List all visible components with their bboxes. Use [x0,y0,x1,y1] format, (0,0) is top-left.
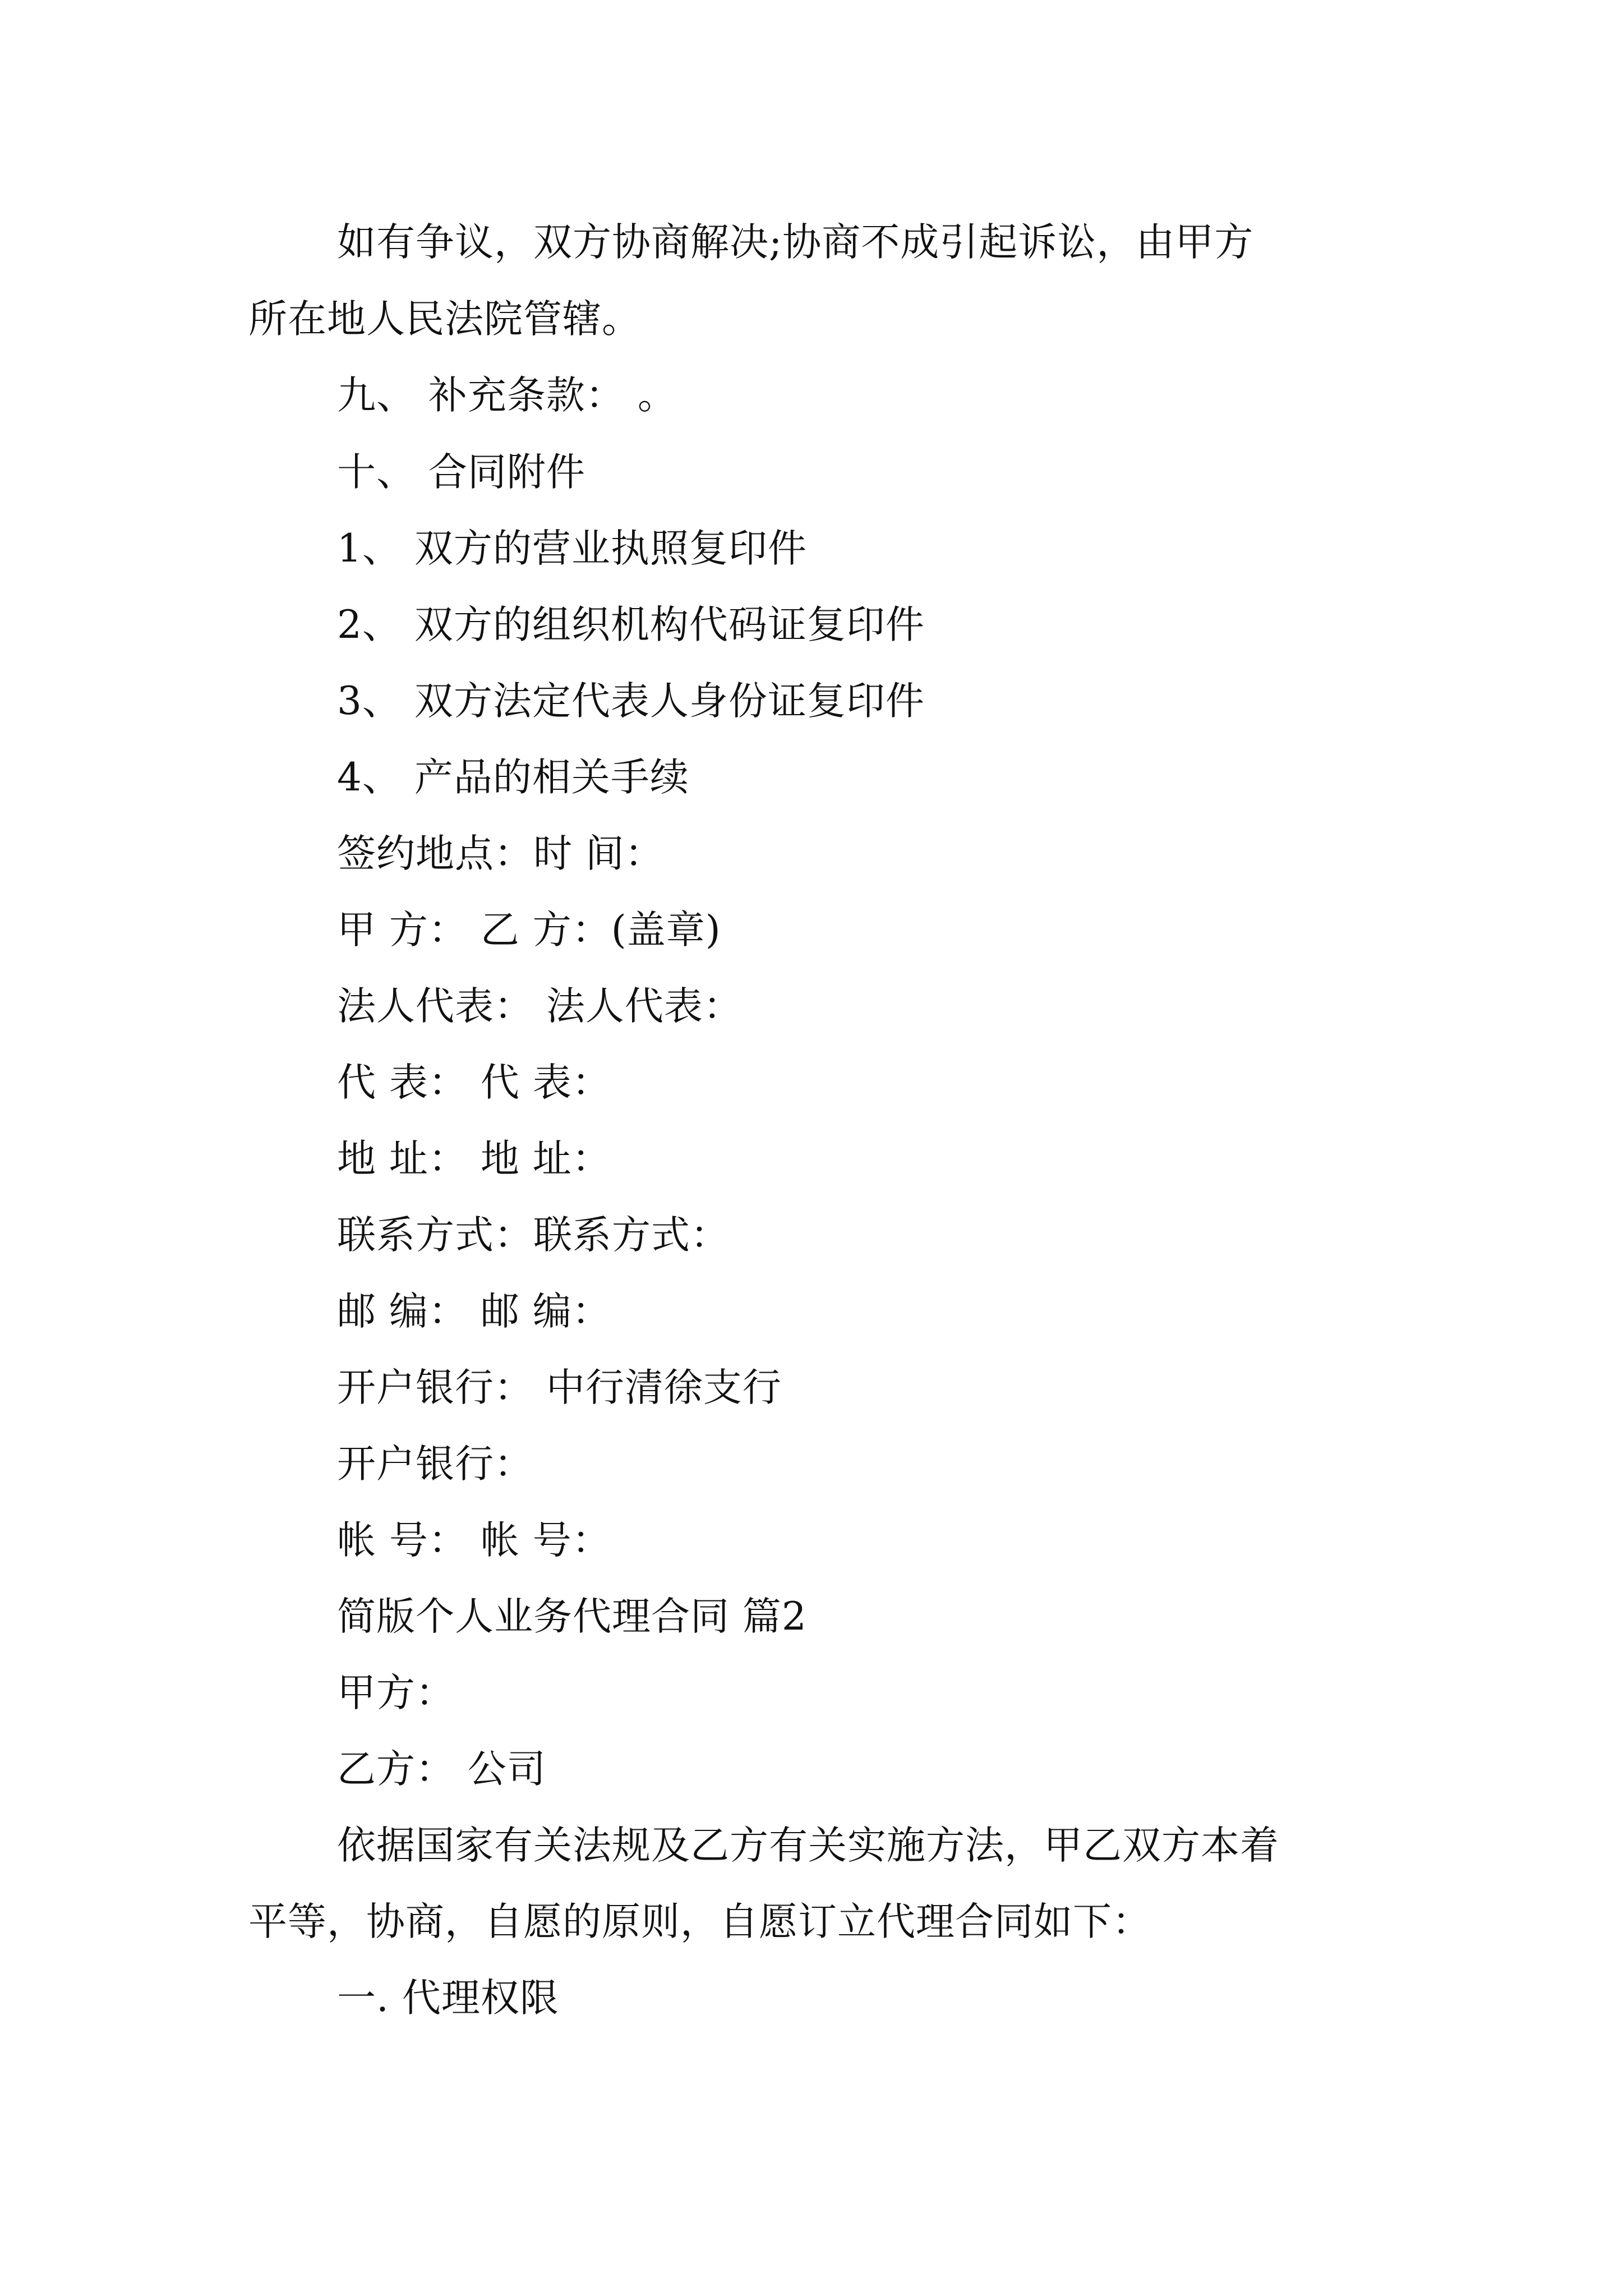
section-nine-heading: 九、 补充条款： 。 [337,373,677,418]
address-line: 地 址： 地 址： [337,1137,611,1181]
attachment-item-3: 3、 双方法定代表人身份证复印件 [337,679,925,724]
party-b-label: 乙方： 公司 [337,1747,546,1792]
paragraph-dispute-line-2: 所在地人民法院管辖。 [248,297,641,342]
bank-line-1: 开户银行： 中行清徐支行 [337,1365,782,1410]
agency-authority-heading: 一. 代理权限 [337,1976,559,2021]
signing-place-time-line: 签约地点：时 间： [337,831,664,876]
attachment-item-2: 2、 双方的组织机构代码证复印件 [337,602,925,647]
party-a-label: 甲方： [337,1671,455,1715]
postal-code-line: 邮 编： 邮 编： [337,1289,611,1334]
basis-paragraph-line-1: 依据国家有关法规及乙方有关实施方法，甲乙双方本着 [337,1823,1279,1868]
basis-paragraph-line-2: 平等，协商，自愿的原则，自愿订立代理合同如下： [248,1899,1151,1944]
account-number-line: 帐 号： 帐 号： [337,1518,611,1563]
contact-line: 联系方式：联系方式： [337,1213,730,1258]
bank-line-2: 开户银行： [337,1442,533,1487]
paragraph-dispute-line-1: 如有争议，双方协商解决;协商不成引起诉讼，由甲方 [337,220,1254,265]
representative-line: 代 表： 代 表： [337,1060,611,1105]
attachment-item-1: 1、 双方的营业执照复印件 [337,526,807,571]
party-a-party-b-line: 甲 方： 乙 方：(盖章) [337,908,721,953]
attachment-item-4: 4、 产品的相关手续 [337,755,689,800]
contract-title-part-2: 简版个人业务代理合同 篇2 [337,1594,807,1639]
legal-representative-line: 法人代表： 法人代表： [337,984,743,1029]
section-ten-heading: 十、 合同附件 [337,450,585,495]
